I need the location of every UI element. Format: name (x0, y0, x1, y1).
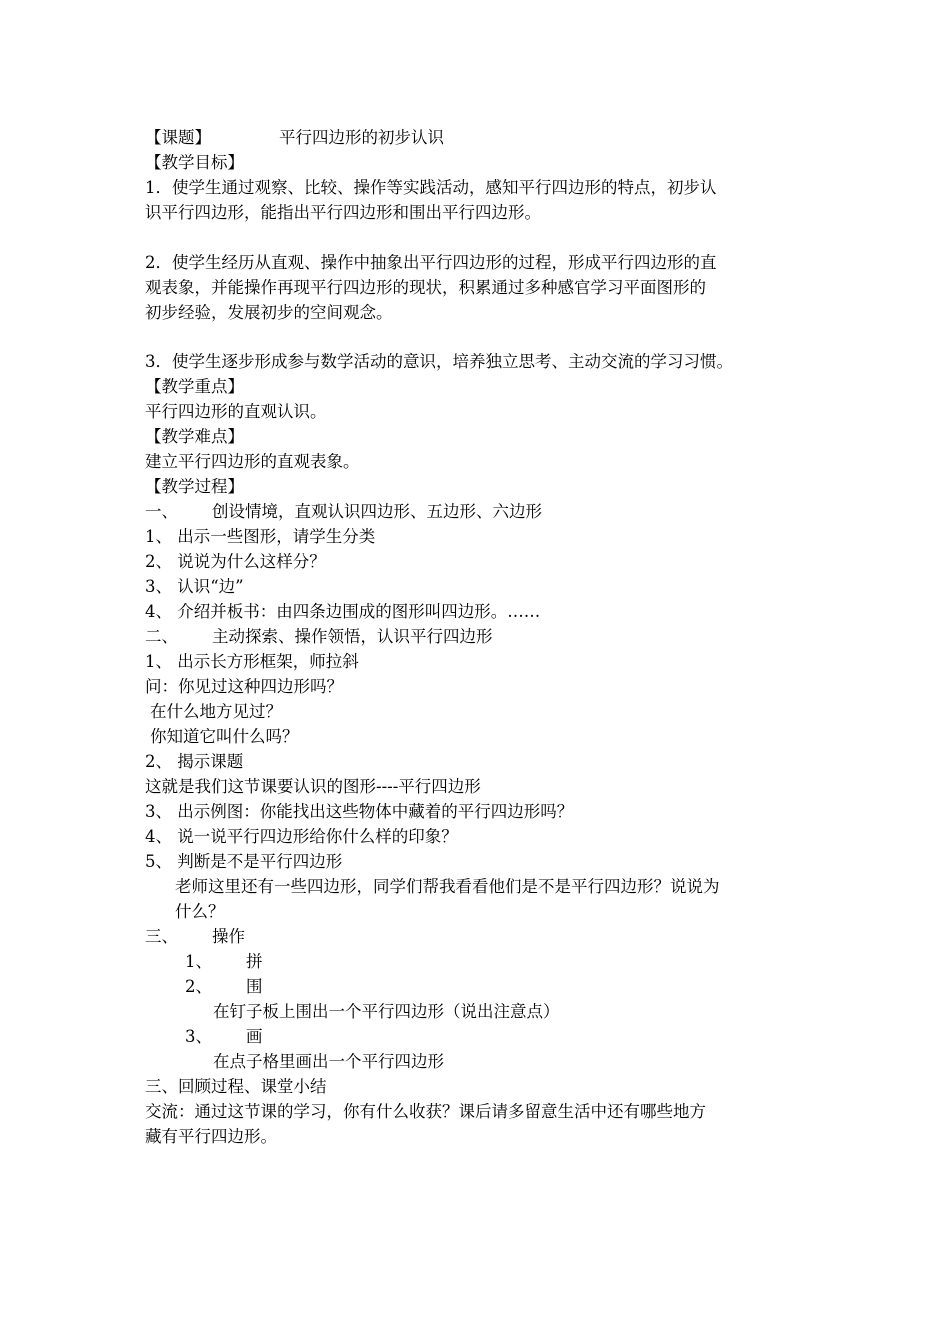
section-3-item-3 (185, 1024, 263, 1049)
section-1-item-3: 3、 认识“边” (145, 577, 244, 596)
section-2-item-2-text: 这就是我们这节课要认识的图形----平行四边形 (145, 777, 481, 796)
section-3-item-2 (185, 974, 263, 999)
difficulty-text: 建立平行四边形的直观表象。 (145, 452, 360, 471)
objective-2-line-2: 观表象，并能操作再现平行四边形的现状，积累通过多种感官学习平面图形的 (145, 278, 706, 297)
objectives-heading: 【教学目标】 (145, 153, 244, 172)
section-2-title: 主动探索、操作领悟，认识平行四边形 (212, 627, 493, 646)
objective-2-line-3: 初步经验，发展初步的空间观念。 (145, 303, 393, 322)
section-1-item-1: 1、 出示一些图形，请学生分类 (145, 527, 376, 546)
section-2-question-2: 在什么地方见过？ (150, 702, 282, 721)
section-3-item-3-text: 画 (246, 1027, 263, 1046)
section-1-item-4: 4、 介绍并板书：由四条边围成的图形叫四边形。…… (145, 602, 541, 621)
title-label: 【课题】 (145, 128, 211, 147)
section-3-item-2-number: 2、 (185, 977, 212, 996)
section-1-number: 一、 (145, 502, 178, 521)
section-1-heading (145, 499, 542, 524)
section-2-number: 二、 (145, 627, 178, 646)
section-3-item-2-text: 围 (246, 977, 263, 996)
section-3-item-1-text: 拼 (246, 952, 263, 971)
section-2-question-3: 你知道它叫什么吗？ (150, 727, 299, 746)
section-2-item-5-line-1: 老师这里还有一些四边形，同学们帮我看看他们是不是平行四边形？说说为 (175, 877, 720, 896)
key-points-text: 平行四边形的直观认识。 (145, 402, 327, 421)
section-3-number: 三、 (145, 927, 178, 946)
lesson-title-line (145, 125, 444, 150)
key-points-heading: 【教学重点】 (145, 377, 244, 396)
section-2-heading (145, 624, 493, 649)
section-2-question-1: 问：你见过这种四边形吗？ (145, 677, 343, 696)
section-3-item-2-desc: 在钉子板上围出一个平行四边形（说出注意点） (213, 1002, 560, 1021)
title-text: 平行四边形的初步认识 (279, 128, 444, 147)
section-4-heading: 三、回顾过程、课堂小结 (145, 1077, 327, 1096)
section-3-item-1-number: 1、 (185, 952, 212, 971)
section-1-title: 创设情境，直观认识四边形、五边形、六边形 (212, 502, 542, 521)
section-2-item-2: 2、 揭示课题 (145, 752, 244, 771)
section-2-item-5: 5、 判断是不是平行四边形 (145, 852, 343, 871)
section-2-item-5-line-2: 什么？ (175, 902, 225, 921)
section-1-item-2: 2、 说说为什么这样分？ (145, 552, 326, 571)
section-3-heading (145, 924, 245, 949)
section-4-line-2: 藏有平行四边形。 (145, 1127, 277, 1146)
section-3-item-3-desc: 在点子格里画出一个平行四边形 (213, 1052, 444, 1071)
section-3-title: 操作 (212, 927, 245, 946)
section-2-item-4: 4、 说一说平行四边形给你什么样的印象？ (145, 827, 458, 846)
section-2-item-3: 3、 出示例图：你能找出这些物体中藏着的平行四边形吗？ (145, 802, 574, 821)
process-heading: 【教学过程】 (145, 477, 244, 496)
objective-1-line-1: 1．使学生通过观察、比较、操作等实践活动，感知平行四边形的特点，初步认 (145, 178, 717, 197)
section-3-item-3-number: 3、 (185, 1027, 212, 1046)
objective-1-line-2: 识平行四边形，能指出平行四边形和围出平行四边形。 (145, 203, 541, 222)
section-4-line-1: 交流：通过这节课的学习，你有什么收获？课后请多留意生活中还有哪些地方 (145, 1102, 706, 1121)
objective-2-line-1: 2．使学生经历从直观、操作中抽象出平行四边形的过程，形成平行四边形的直 (145, 253, 717, 272)
section-3-item-1 (185, 949, 263, 974)
section-2-item-1: 1、 出示长方形框架，师拉斜 (145, 652, 359, 671)
difficulty-heading: 【教学难点】 (145, 427, 244, 446)
objective-3-line-1: 3．使学生逐步形成参与数学活动的意识，培养独立思考、主动交流的学习习惯。 (145, 352, 733, 371)
